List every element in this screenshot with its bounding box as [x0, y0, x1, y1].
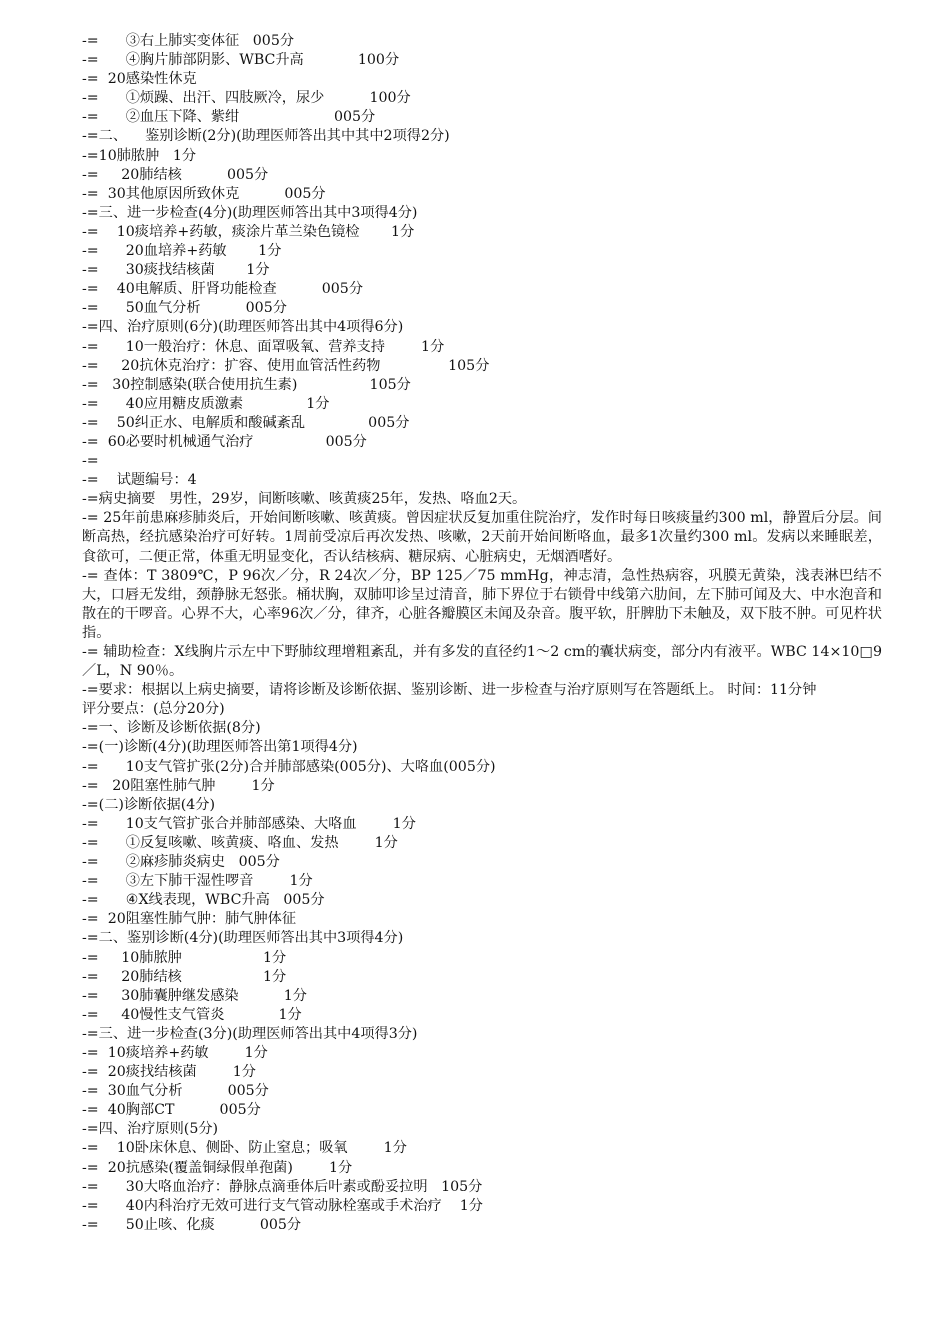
text-line: -=一、诊断及诊断依据(8分): [82, 720, 261, 737]
text-line: -= ②血压下降、紫绀 005分: [82, 109, 376, 126]
text-line: -= 10肺脓肿 1分: [82, 949, 287, 966]
text-line: -= 40胸部CT 005分: [82, 1102, 261, 1119]
text-line: -= 20抗感染(覆盖铜绿假单孢菌) 1分: [82, 1159, 353, 1176]
text-line: -= 60必要时机械通气治疗 005分: [82, 433, 367, 450]
text-line: -= 10支气管扩张(2分)合并肺部感染(005分)、大咯血(005分): [82, 758, 496, 775]
text-line: -=二、鉴别诊断(4分)(助理医师答出其中3项得4分): [82, 930, 404, 947]
text-line: -= 10痰培养+药敏 1分: [82, 1044, 268, 1061]
text-line: -=二、 鉴别诊断(2分)(助理医师答出其中其中2项得2分): [82, 128, 450, 145]
text-line: -=三、进一步检查(4分)(助理医师答出其中3项得4分): [82, 204, 418, 221]
text-line: -= 试题编号：4: [82, 472, 197, 489]
text-line: -=(一)诊断(4分)(助理医师答出第1项得4分): [82, 739, 358, 756]
text-paragraph: -=要求：根据以上病史摘要，请将诊断及诊断依据、鉴别诊断、进一步检查与治疗原则写在答题纸上。 时间：11分钟: [82, 682, 817, 699]
text-line: -= 40应用糖皮质激素 1分: [82, 395, 330, 412]
text-line: -= 20血培养+药敏 1分: [82, 243, 282, 260]
text-line: -= ③左下肺干湿性啰音 1分: [82, 873, 313, 890]
text-line: -= 50纠正水、电解质和酸碱紊乱 005分: [82, 414, 410, 431]
text-line: -=: [82, 453, 99, 470]
text-line: -= 30痰找结核菌 1分: [82, 262, 270, 279]
text-line: -= 30血气分析 005分: [82, 1083, 269, 1100]
text-line: -= 20肺结核 005分: [82, 166, 269, 183]
text-line: -= 50血气分析 005分: [82, 300, 287, 317]
text-line: -= 20抗休克治疗：扩容、使用血管活性药物 105分: [82, 357, 490, 374]
text-line: -= ③右上肺实变体征 005分: [82, 33, 295, 49]
text-line: -= 10支气管扩张合并肺部感染、大咯血 1分: [82, 815, 416, 832]
text-line: -= 50止咳、化痰 005分: [82, 1216, 302, 1233]
text-paragraph: -= 查体：T 3809℃，P 96次／分，R 24次／分，BP 125／75 mmHg，神志清，急性热病容，巩膜无黄染，浅表淋巴结不大，口唇无发绀，颈静脉无怒张。桶状胸，双肺叩诊呈过清音，肺下界位于右锁骨中线第六肋间，左下肺可闻及大、中水泡音和散在的干啰音。心界不大，心率96次／分，律齐，心脏各瓣膜区未闻及杂音。腹平软，肝脾肋下未触及，双下肢不肿。可见杵状指。: [82, 567, 882, 641]
text-line: -= 30控制感染(联合使用抗生素) 105分: [82, 376, 411, 393]
text-line: 评分要点：(总分20分): [82, 701, 225, 718]
text-paragraph: -= 辅助检查：X线胸片示左中下野肺纹理增粗紊乱，并有多发的直径约1～2 cm的囊状病变，部分内有液平。WBC 14×10□9／L，N 90％。: [82, 644, 882, 680]
text-line: -=四、治疗原则(6分)(助理医师答出其中4项得6分): [82, 319, 404, 336]
text-line: -= 30其他原因所致休克 005分: [82, 185, 326, 202]
text-line: -= 10一般治疗：休息、面罩吸氧、营养支持 1分: [82, 338, 445, 355]
text-line: -= 20阻塞性肺气肿：肺气肿体征: [82, 911, 297, 928]
text-line: -= ①反复咳嗽、咳黄痰、咯血、发热 1分: [82, 834, 398, 851]
text-line: -= 20感染性休克: [82, 71, 197, 88]
text-line: -= 30肺囊肿继发感染 1分: [82, 987, 307, 1004]
text-line: -= 10痰培养+药敏，痰涂片革兰染色镜检 1分: [82, 223, 415, 240]
text-line: -=10肺脓肿 1分: [82, 147, 197, 164]
text-line: -= 40电解质、肝肾功能检查 005分: [82, 281, 364, 298]
text-line: -= 30大咯血治疗：静脉点滴垂体后叶素或酚妥拉明 105分: [82, 1178, 483, 1195]
text-line: -=病史摘要 男性，29岁，间断咳嗽、咳黄痰25年，发热、咯血2天。: [82, 491, 527, 508]
text-line: -=三、进一步检查(3分)(助理医师答出其中4项得3分): [82, 1025, 418, 1042]
text-paragraph: -= 25年前患麻疹肺炎后，开始间断咳嗽、咳黄痰。曾因症状反复加重住院治疗，发作时每日咳痰量约300 ml，静置后分层。间断高热，经抗感染治疗可好转。1周前受凉后再次发热、咳嗽，2天前开始间断咯血，最多1次量约300 ml。发病以来睡眠差，食欲可，二便正常，体重无明显变化，否认结核病、糖尿病、心脏病史，无烟酒嗜好。: [82, 510, 882, 565]
text-line: -= 10卧床休息、侧卧、防止窒息；吸氧 1分: [82, 1140, 407, 1157]
text-line: -= 20痰找结核菌 1分: [82, 1064, 256, 1081]
text-line: -=四、治疗原则(5分): [82, 1121, 219, 1138]
text-line: -= ②麻疹肺炎病史 005分: [82, 854, 280, 871]
text-line: -= 20肺结核 1分: [82, 968, 287, 985]
text-line: -= 40内科治疗无效可进行支气管动脉栓塞或手术治疗 1分: [82, 1197, 483, 1214]
document-body: [82, 32, 882, 1235]
text-line: -= 20阻塞性肺气肿 1分: [82, 777, 275, 794]
text-line: -= 40慢性支气管炎 1分: [82, 1006, 302, 1023]
text-line: -= ④胸片肺部阴影、WBC升高 100分: [82, 52, 400, 69]
text-line: -= ①烦躁、出汗、四肢厥冷，尿少 100分: [82, 90, 411, 107]
text-line: -=(二)诊断依据(4分): [82, 796, 215, 813]
text-line: -= ④X线表现，WBC升高 005分: [82, 892, 325, 909]
